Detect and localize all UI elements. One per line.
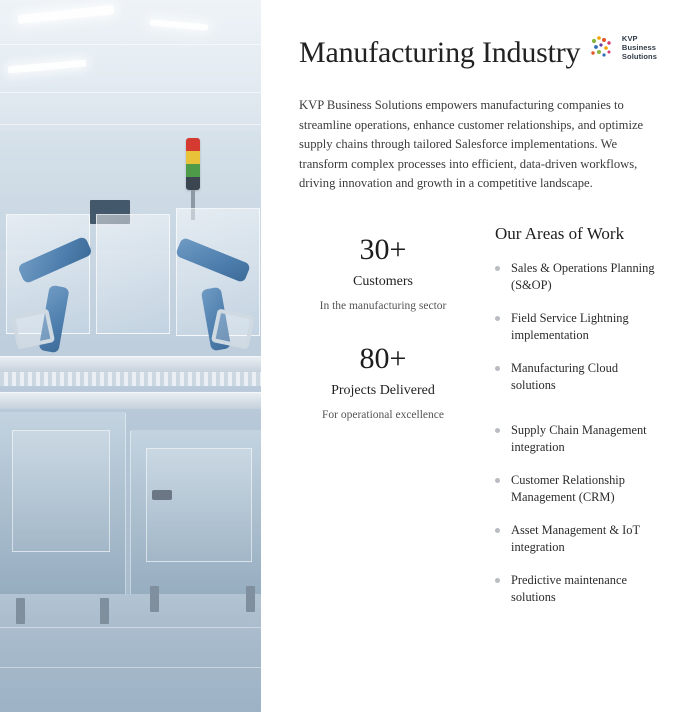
signal-tower-light bbox=[186, 138, 200, 190]
list-item-label: Customer Relationship Management (CRM) bbox=[511, 472, 625, 504]
ceiling bbox=[0, 0, 261, 150]
list-item-label: Field Service Lightning implementation bbox=[511, 310, 629, 342]
stat-sublabel: In the manufacturing sector bbox=[319, 299, 447, 312]
logo-line-3: Solutions bbox=[621, 52, 657, 61]
ceiling-seam bbox=[0, 124, 261, 125]
areas-list bbox=[495, 260, 657, 606]
list-item bbox=[495, 572, 657, 606]
factory-photo-illustration bbox=[0, 0, 261, 712]
list-item bbox=[495, 260, 657, 294]
machine-leg bbox=[246, 586, 255, 612]
stat-sublabel: For operational excellence bbox=[322, 408, 444, 421]
bullet-icon bbox=[495, 528, 500, 533]
company-logo bbox=[589, 34, 657, 61]
stat-number: 80+ bbox=[359, 341, 407, 375]
list-item bbox=[495, 310, 657, 344]
stats-column bbox=[299, 222, 467, 622]
stat-label: Projects Delivered bbox=[331, 382, 435, 398]
logo-line-1: KVP bbox=[621, 34, 638, 43]
list-item bbox=[495, 422, 657, 456]
list-item bbox=[495, 522, 657, 556]
list-item-label: Asset Management & IoT integration bbox=[511, 522, 640, 554]
ceiling-seam bbox=[0, 92, 261, 93]
list-item-label: Sales & Operations Planning (S&OP) bbox=[511, 260, 655, 292]
machine-leg bbox=[16, 598, 25, 624]
list-item bbox=[495, 360, 657, 394]
factory-floor bbox=[0, 594, 261, 712]
floor-line bbox=[0, 627, 261, 628]
stat-block bbox=[299, 341, 467, 424]
cabinet-handle bbox=[152, 490, 172, 500]
list-item-label: Manufacturing Cloud solutions bbox=[511, 360, 619, 392]
list-item bbox=[495, 472, 657, 506]
machine-leg bbox=[150, 586, 159, 612]
logo-wordmark bbox=[622, 34, 657, 61]
machine-enclosure bbox=[96, 214, 170, 334]
bullet-icon bbox=[495, 478, 500, 483]
conveyor-belt bbox=[0, 392, 261, 409]
list-item-label: Supply Chain Management integration bbox=[511, 422, 647, 454]
machine-leg bbox=[100, 598, 109, 624]
content-panel bbox=[261, 0, 697, 712]
stat-label: Customers bbox=[353, 273, 413, 289]
ceiling-seam bbox=[0, 44, 261, 45]
bullet-icon bbox=[495, 366, 500, 371]
stat-block bbox=[299, 232, 467, 315]
list-item-label: Predictive maintenance solutions bbox=[511, 572, 627, 604]
cabinet-door bbox=[12, 430, 110, 552]
conveyor-belt bbox=[0, 356, 261, 373]
lower-section bbox=[299, 222, 657, 622]
page-title: Manufacturing Industry bbox=[299, 36, 581, 69]
cabinet-door bbox=[146, 448, 252, 562]
bullet-icon bbox=[495, 428, 500, 433]
logo-mark-icon bbox=[589, 35, 615, 61]
bullet-icon bbox=[495, 266, 500, 271]
intro-paragraph: KVP Business Solutions empowers manufacturing companies to streamline operations, enhance customer relationships, and optimize supply chains through tailored Salesforce implementations. We transform complex processes into efficient, data-driven workflows, driving innovation and growth in a competitive landscape. bbox=[299, 98, 644, 190]
areas-column bbox=[495, 222, 657, 622]
hero-image bbox=[0, 0, 261, 712]
bullet-icon bbox=[495, 578, 500, 583]
areas-heading: Our Areas of Work bbox=[495, 223, 625, 243]
conveyor-rollers bbox=[0, 372, 261, 386]
floor-line bbox=[0, 667, 261, 668]
bullet-icon bbox=[495, 316, 500, 321]
stat-number: 30+ bbox=[359, 232, 407, 266]
logo-line-2: Business bbox=[621, 43, 657, 52]
